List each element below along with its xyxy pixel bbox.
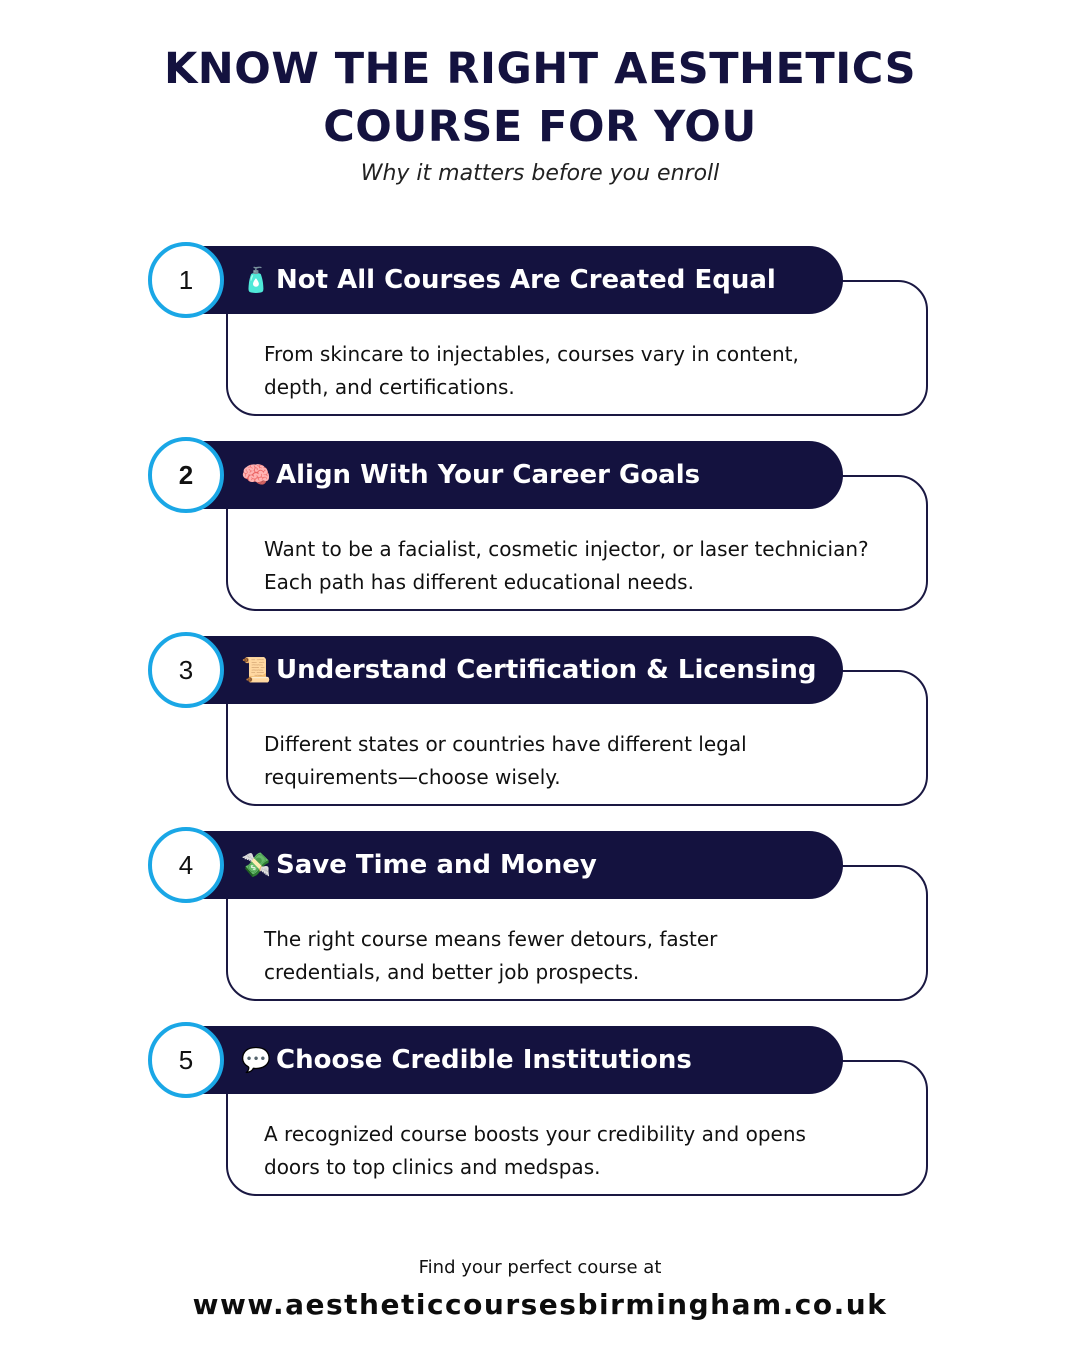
item-description-line-1: Want to be a facialist, cosmetic injector, or laser technician? bbox=[264, 537, 869, 561]
list-item-5 bbox=[0, 1026, 1080, 1221]
lotion-bottle-icon: 🧴 bbox=[241, 266, 271, 294]
item-description bbox=[264, 533, 904, 599]
item-description-line-2: credentials, and better job prospects. bbox=[264, 960, 640, 984]
item-description-line-1: From skincare to injectables, courses vary in content, bbox=[264, 342, 799, 366]
item-number-badge: 5 bbox=[148, 1022, 224, 1098]
item-heading: Choose Credible Institutions bbox=[276, 1045, 692, 1075]
page-title-line-2: COURSE FOR YOU bbox=[323, 102, 757, 152]
item-description-line-1: Different states or countries have different legal bbox=[264, 732, 747, 756]
item-number-badge: 2 bbox=[148, 437, 224, 513]
item-number-badge: 4 bbox=[148, 827, 224, 903]
item-number-badge: 1 bbox=[148, 242, 224, 318]
list-item-3 bbox=[0, 636, 1080, 831]
list-item-2 bbox=[0, 441, 1080, 636]
item-heading: Not All Courses Are Created Equal bbox=[276, 265, 776, 295]
footer-lead-text: Find your perfect course at bbox=[418, 1257, 662, 1278]
item-description bbox=[264, 728, 904, 794]
item-number-badge: 3 bbox=[148, 632, 224, 708]
brain-icon: 🧠 bbox=[241, 461, 271, 489]
item-description-line-2: Each path has different educational needs. bbox=[264, 570, 694, 594]
item-description bbox=[264, 923, 904, 989]
item-description-line-2: requirements—choose wisely. bbox=[264, 765, 561, 789]
list-item-4 bbox=[0, 831, 1080, 1026]
speech-bubble-icon: 💬 bbox=[241, 1046, 271, 1074]
item-description-line-2: doors to top clinics and medspas. bbox=[264, 1155, 601, 1179]
item-description bbox=[264, 338, 904, 404]
list-item-1 bbox=[0, 246, 1080, 441]
item-heading: Save Time and Money bbox=[276, 850, 597, 880]
item-heading: Align With Your Career Goals bbox=[276, 460, 701, 490]
item-heading: Understand Certification & Licensing bbox=[276, 655, 817, 685]
page-title-line-1: KNOW THE RIGHT AESTHETICS bbox=[163, 44, 917, 94]
scroll-icon: 📜 bbox=[241, 656, 271, 684]
money-with-wings-icon: 💸 bbox=[241, 851, 271, 879]
item-description-line-2: depth, and certifications. bbox=[264, 375, 515, 399]
item-description bbox=[264, 1118, 904, 1184]
item-description-line-1: A recognized course boosts your credibility and opens bbox=[264, 1122, 806, 1146]
footer-website-url: www.aestheticcoursesbirmingham.co.uk bbox=[192, 1288, 888, 1321]
item-description-line-1: The right course means fewer detours, faster bbox=[264, 927, 718, 951]
page-subtitle: Why it matters before you enroll bbox=[360, 161, 720, 186]
